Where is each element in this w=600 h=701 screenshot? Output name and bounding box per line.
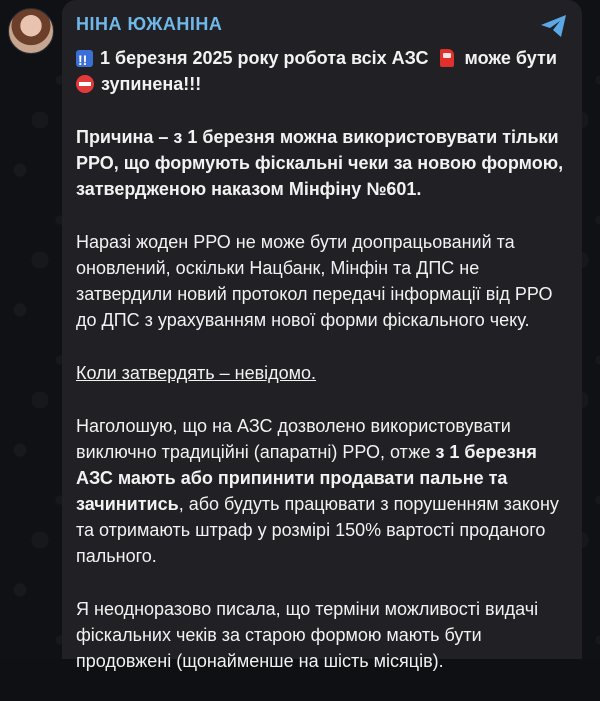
- double-exclamation-emoji: [76, 50, 93, 67]
- paragraph-closing: Я неодноразово писала, що терміни можливості видачі фіскальних чеків за старою формою мають бути продовжені (щонайменше на шість місяців).: [76, 599, 539, 671]
- paragraph-warning: [76, 413, 566, 569]
- paragraph-status: Наразі жоден РРО не може бути доопрацьований та оновлений, оскільки Нацбанк, Мінфін та ДПС не затвердили новий протокол передачі інформації від РРО до ДПС з урахуванням нової форми фіскального чеку.: [76, 232, 553, 330]
- fuel-pump-emoji: [440, 49, 454, 67]
- author-avatar[interactable]: [8, 8, 54, 54]
- message-text: [76, 45, 566, 701]
- underlined-note: Коли затвердять – невідомо.: [76, 363, 317, 383]
- headline-part-3: зупинена!!!: [101, 74, 202, 94]
- warning-text-bold: з 1 березня АЗС мають або припинити продавати пальне та зачинитись: [76, 442, 537, 514]
- warning-text-a: Наголошую, що на АЗС дозволено використовувати виключно традиційні (апаратні) РРО, отже: [76, 416, 511, 462]
- no-entry-emoji: [76, 75, 94, 93]
- message-headline: [76, 45, 566, 97]
- paragraph-unknown: [76, 360, 566, 386]
- telegram-share-icon[interactable]: [540, 14, 568, 38]
- headline-part-2: може бути: [464, 48, 557, 68]
- author-name[interactable]: НІНА ЮЖАНІНА: [76, 14, 223, 34]
- headline-part-1: 1 березня 2025 року робота всіх АЗС: [100, 48, 429, 68]
- paragraph-reason: Причина – з 1 березня можна використовувати тільки РРО, що формують фіскальні чеки за новою формою, затвердженою наказом Мінфіну №601.: [76, 127, 564, 199]
- warning-text-c: , або будуть працювати з порушенням закону та отримають штраф у розмірі 150% вартості проданого пального.: [76, 494, 559, 566]
